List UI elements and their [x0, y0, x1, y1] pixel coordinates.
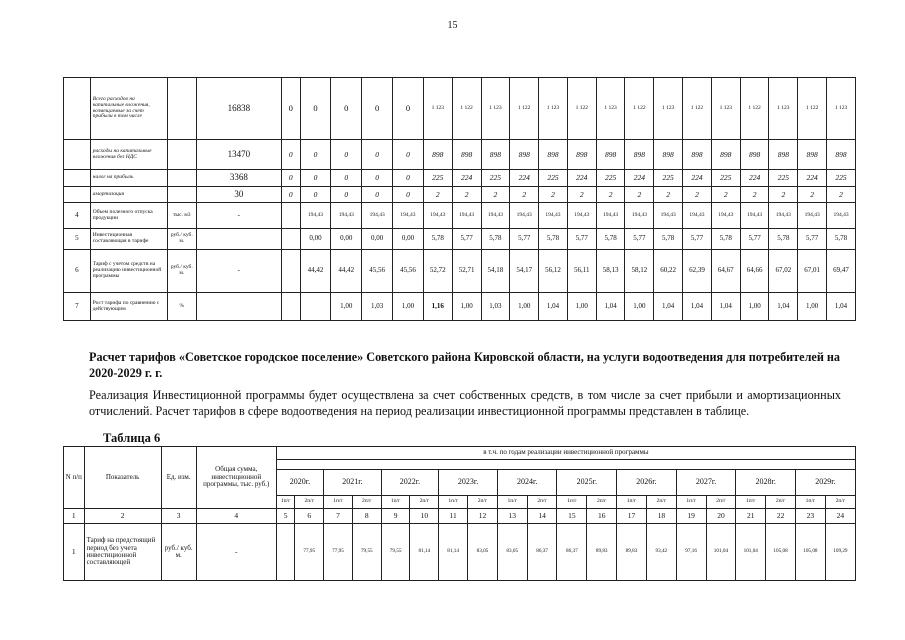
row-total: 13470	[196, 140, 281, 170]
value-cell: 898	[596, 140, 625, 170]
value-cell: 101,04	[736, 524, 766, 581]
value-cell: 69,47	[827, 250, 856, 293]
value-cell: 5,77	[452, 229, 481, 250]
value-cell: 194,43	[567, 203, 596, 229]
value-cell: 52,71	[452, 250, 481, 293]
value-cell: 0	[393, 170, 424, 187]
value-cell: 5,77	[740, 229, 769, 250]
value-cell: 194,43	[654, 203, 683, 229]
value-cell: 5,78	[827, 229, 856, 250]
value-cell: 225	[596, 170, 625, 187]
value-cell: 52,72	[423, 250, 452, 293]
value-cell: 1 123	[423, 78, 452, 140]
column-number: 6	[295, 509, 324, 524]
value-cell: 1,04	[654, 293, 683, 321]
value-cell: 194,43	[625, 203, 654, 229]
row-number: 6	[64, 250, 91, 293]
value-cell: 83,05	[468, 524, 498, 581]
column-number: 7	[324, 509, 353, 524]
value-cell: 2	[567, 187, 596, 203]
table-row	[64, 250, 856, 293]
value-cell: 60,22	[654, 250, 683, 293]
value-cell: 194,43	[740, 203, 769, 229]
value-cell: 44,42	[331, 250, 362, 293]
row-number	[64, 78, 91, 140]
column-number: 18	[646, 509, 676, 524]
value-cell: 1 123	[827, 78, 856, 140]
value-cell: 0	[300, 170, 331, 187]
value-cell: 224	[798, 170, 827, 187]
value-cell: 0	[393, 187, 424, 203]
value-cell: 224	[740, 170, 769, 187]
value-cell: 1,04	[769, 293, 798, 321]
value-cell: 194,43	[423, 203, 452, 229]
value-cell: 5,78	[596, 229, 625, 250]
half-year-1: 1п/г	[557, 496, 587, 509]
value-cell: 2	[827, 187, 856, 203]
year-header: 2025г.	[557, 470, 617, 496]
row-unit	[167, 187, 196, 203]
row-number	[64, 170, 91, 187]
value-cell: 79,55	[352, 524, 381, 581]
value-cell: 224	[452, 170, 481, 187]
value-cell: 5,77	[625, 229, 654, 250]
value-cell	[282, 229, 301, 250]
value-cell: 54,17	[510, 250, 539, 293]
value-cell: 194,43	[769, 203, 798, 229]
value-cell: 1 123	[481, 78, 510, 140]
value-cell: 5,77	[567, 229, 596, 250]
value-cell: 64,67	[711, 250, 740, 293]
value-cell: 194,43	[683, 203, 712, 229]
value-cell: 0	[300, 140, 331, 170]
value-cell: 1,00	[798, 293, 827, 321]
year-header: 2028г.	[736, 470, 796, 496]
value-cell: 1 123	[596, 78, 625, 140]
value-cell: 109,29	[825, 524, 855, 581]
value-cell: 0,00	[393, 229, 424, 250]
row-unit: тыс. м3	[167, 203, 196, 229]
value-cell: 5,78	[654, 229, 683, 250]
value-cell: 1 123	[711, 78, 740, 140]
half-year-1: 1п/г	[795, 496, 825, 509]
row-unit	[167, 140, 196, 170]
value-cell	[282, 293, 301, 321]
value-cell: 44,42	[300, 250, 331, 293]
value-cell: 45,56	[393, 250, 424, 293]
row-label: налог на прибыль	[90, 170, 167, 187]
value-cell	[300, 293, 331, 321]
tariff-table	[63, 446, 856, 581]
column-number: 1	[64, 509, 85, 524]
table-row	[64, 203, 856, 229]
value-cell: 225	[769, 170, 798, 187]
value-cell: 58,13	[596, 250, 625, 293]
table-row	[64, 78, 856, 140]
value-cell: 194,43	[362, 203, 393, 229]
half-year-2: 2п/г	[646, 496, 676, 509]
section-heading: Расчет тарифов «Советское городское поселение» Советского района Кировской области, на услуги водоотведения для потребителей на 2020-2029 г. г.	[89, 350, 841, 380]
year-header: 2024г.	[497, 470, 557, 496]
half-year-2: 2п/г	[410, 496, 439, 509]
half-year-2: 2п/г	[295, 496, 324, 509]
value-cell: 0	[362, 170, 393, 187]
half-year-2: 2п/г	[352, 496, 381, 509]
investment-table-continuation	[63, 77, 856, 321]
row-total: -	[196, 250, 281, 293]
column-number: 16	[587, 509, 617, 524]
value-cell: 0	[282, 187, 301, 203]
value-cell: 898	[567, 140, 596, 170]
value-cell: 224	[625, 170, 654, 187]
value-cell: 0,00	[362, 229, 393, 250]
value-cell: 0	[331, 140, 362, 170]
value-cell: 97,16	[676, 524, 706, 581]
row-unit: руб./ куб. м.	[161, 524, 196, 581]
year-header: 2021г.	[324, 470, 382, 496]
column-number: 11	[439, 509, 468, 524]
header-no: N п/п	[64, 447, 85, 509]
value-cell: 225	[481, 170, 510, 187]
year-header: 2029г.	[795, 470, 855, 496]
row-label: Рост тарифа по сравнению с действующим	[90, 293, 167, 321]
value-cell: 2	[769, 187, 798, 203]
row-number: 4	[64, 203, 91, 229]
half-year-1: 1п/г	[497, 496, 527, 509]
row-number	[64, 140, 91, 170]
table-row	[64, 293, 856, 321]
column-number: 20	[706, 509, 736, 524]
row-total	[196, 293, 281, 321]
row-label: амортизация	[90, 187, 167, 203]
year-header: 2020г.	[276, 470, 323, 496]
value-cell: 5,78	[423, 229, 452, 250]
row-number: 1	[64, 524, 85, 581]
row-total: 30	[196, 187, 281, 203]
value-cell: 194,43	[539, 203, 568, 229]
value-cell: 2	[683, 187, 712, 203]
value-cell: 0,00	[331, 229, 362, 250]
value-cell: 54,18	[481, 250, 510, 293]
value-cell: 1 122	[625, 78, 654, 140]
value-cell: 898	[510, 140, 539, 170]
column-number: 13	[497, 509, 527, 524]
value-cell: 101,04	[706, 524, 736, 581]
value-cell: 89,83	[587, 524, 617, 581]
value-cell	[282, 203, 301, 229]
value-cell: 898	[654, 140, 683, 170]
value-cell: 225	[539, 170, 568, 187]
value-cell: 225	[827, 170, 856, 187]
row-unit	[167, 170, 196, 187]
value-cell: 2	[510, 187, 539, 203]
body-paragraph: Реализация Инвестиционной программы будет осуществлена за счет собственных средств, в том числе за счет прибыли и амортизационных отчислений. Расчет тарифов в сфере водоотведения на период реализации инвестиционной программы представлен в таблице.	[89, 388, 841, 418]
header-indicator: Показатель	[84, 447, 161, 509]
value-cell: 0	[393, 78, 424, 140]
value-cell: 1,00	[567, 293, 596, 321]
value-cell: 194,43	[827, 203, 856, 229]
row-number: 5	[64, 229, 91, 250]
value-cell: 225	[423, 170, 452, 187]
year-header: 2026г.	[617, 470, 677, 496]
page-number: 15	[447, 20, 458, 31]
column-number: 15	[557, 509, 587, 524]
value-cell: 1,04	[711, 293, 740, 321]
value-cell: 81,14	[439, 524, 468, 581]
value-cell: 0	[300, 78, 331, 140]
year-header: 2023г.	[439, 470, 498, 496]
value-cell: 1 123	[539, 78, 568, 140]
value-cell: 1 122	[798, 78, 827, 140]
value-cell: 2	[798, 187, 827, 203]
column-number: 4	[196, 509, 276, 524]
value-cell: 194,43	[300, 203, 331, 229]
value-cell: 1,00	[393, 293, 424, 321]
value-cell: 898	[539, 140, 568, 170]
row-label: Инвестиционная составляющая в тарифе	[90, 229, 167, 250]
value-cell: 194,43	[452, 203, 481, 229]
value-cell: 79,55	[381, 524, 410, 581]
value-cell: 898	[683, 140, 712, 170]
value-cell: 194,43	[481, 203, 510, 229]
value-cell: 45,56	[362, 250, 393, 293]
value-cell: 2	[423, 187, 452, 203]
value-cell: 898	[798, 140, 827, 170]
value-cell: 56,12	[539, 250, 568, 293]
value-cell: 1 123	[654, 78, 683, 140]
value-cell: 0	[300, 187, 331, 203]
row-total	[196, 229, 281, 250]
value-cell: 1,00	[740, 293, 769, 321]
column-number: 8	[352, 509, 381, 524]
value-cell: 1,04	[827, 293, 856, 321]
value-cell: 0	[331, 78, 362, 140]
value-cell: 194,43	[596, 203, 625, 229]
table-row	[64, 187, 856, 203]
half-year-2: 2п/г	[468, 496, 498, 509]
value-cell: 62,39	[683, 250, 712, 293]
value-cell: 0	[362, 78, 393, 140]
column-number: 19	[676, 509, 706, 524]
value-cell: 2	[596, 187, 625, 203]
row-label: Всего расходов на капитальные вложения, возмещаемые за счет прибыли в том числе	[90, 78, 167, 140]
value-cell: 0,00	[300, 229, 331, 250]
value-cell: 1 122	[510, 78, 539, 140]
half-year-1: 1п/г	[324, 496, 353, 509]
value-cell: 86,37	[557, 524, 587, 581]
value-cell: 5,77	[683, 229, 712, 250]
value-cell: 224	[510, 170, 539, 187]
value-cell: 5,78	[481, 229, 510, 250]
value-cell: 1,00	[331, 293, 362, 321]
value-cell: 0	[282, 170, 301, 187]
value-cell: 77,95	[324, 524, 353, 581]
value-cell: 194,43	[393, 203, 424, 229]
value-cell: 58,12	[625, 250, 654, 293]
column-number: 24	[825, 509, 855, 524]
column-number: 2	[84, 509, 161, 524]
row-total: 3368	[196, 170, 281, 187]
column-number: 17	[617, 509, 647, 524]
table-row	[64, 140, 856, 170]
value-cell: 194,43	[331, 203, 362, 229]
value-cell: 225	[711, 170, 740, 187]
value-cell: 1 122	[452, 78, 481, 140]
value-cell: 0	[362, 140, 393, 170]
column-number: 12	[468, 509, 498, 524]
value-cell: 898	[827, 140, 856, 170]
value-cell: 1,04	[683, 293, 712, 321]
row-unit: руб./ куб. м.	[167, 229, 196, 250]
value-cell: 89,83	[617, 524, 647, 581]
column-number: 5	[276, 509, 295, 524]
value-cell: 1 122	[683, 78, 712, 140]
half-year-1: 1п/г	[276, 496, 295, 509]
value-cell: 1,00	[510, 293, 539, 321]
column-number: 9	[381, 509, 410, 524]
value-cell: 105,08	[795, 524, 825, 581]
value-cell: 898	[452, 140, 481, 170]
value-cell	[282, 250, 301, 293]
value-cell: 1,03	[362, 293, 393, 321]
value-cell: 81,14	[410, 524, 439, 581]
value-cell: 2	[740, 187, 769, 203]
half-year-1: 1п/г	[439, 496, 468, 509]
half-year-2: 2п/г	[706, 496, 736, 509]
value-cell: 1,03	[481, 293, 510, 321]
value-cell: 898	[625, 140, 654, 170]
header-by-years: в т.ч. по годам реализации инвестиционной программы	[276, 447, 855, 460]
header-spacer	[276, 460, 855, 470]
row-unit: руб./ куб. м.	[167, 250, 196, 293]
table-row	[64, 229, 856, 250]
column-number: 14	[527, 509, 557, 524]
column-number: 23	[795, 509, 825, 524]
value-cell: 1,04	[596, 293, 625, 321]
row-label: Тариф с учетом средств на реализацию инвестиционной программы	[90, 250, 167, 293]
value-cell: 225	[654, 170, 683, 187]
value-cell: 1,00	[625, 293, 654, 321]
year-header: 2027г.	[676, 470, 736, 496]
value-cell: 194,43	[510, 203, 539, 229]
value-cell: 56,11	[567, 250, 596, 293]
value-cell: 194,43	[711, 203, 740, 229]
year-header: 2022г.	[381, 470, 439, 496]
column-number: 21	[736, 509, 766, 524]
value-cell: 898	[740, 140, 769, 170]
half-year-2: 2п/г	[825, 496, 855, 509]
value-cell: 194,43	[798, 203, 827, 229]
value-cell: 5,77	[510, 229, 539, 250]
header-unit: Ед. изм.	[161, 447, 196, 509]
value-cell: 1 123	[769, 78, 798, 140]
value-cell: 105,08	[766, 524, 796, 581]
value-cell: 224	[567, 170, 596, 187]
value-cell: 5,78	[769, 229, 798, 250]
value-cell: 898	[423, 140, 452, 170]
value-cell: 2	[625, 187, 654, 203]
value-cell: 1,16	[423, 293, 452, 321]
table-row	[64, 170, 856, 187]
row-label: Тариф на предстоящий период без учета инвестиционной составляющей	[84, 524, 161, 581]
row-total: -	[196, 524, 276, 581]
value-cell: 0	[331, 187, 362, 203]
half-year-1: 1п/г	[617, 496, 647, 509]
value-cell: 2	[711, 187, 740, 203]
row-number: 7	[64, 293, 91, 321]
value-cell: 0	[362, 187, 393, 203]
value-cell: 0	[393, 140, 424, 170]
column-number: 22	[766, 509, 796, 524]
value-cell: 898	[481, 140, 510, 170]
row-unit	[167, 78, 196, 140]
value-cell: 83,05	[497, 524, 527, 581]
value-cell: 67,02	[769, 250, 798, 293]
value-cell: 2	[452, 187, 481, 203]
value-cell: 5,78	[539, 229, 568, 250]
value-cell: 1,00	[452, 293, 481, 321]
header-total: Общая сумма, инвестиционной программы, тыс. руб.)	[196, 447, 276, 509]
value-cell: 2	[654, 187, 683, 203]
value-cell: 93,42	[646, 524, 676, 581]
row-total: -	[196, 203, 281, 229]
value-cell: 0	[331, 170, 362, 187]
value-cell	[276, 524, 295, 581]
table-title: Таблица 6	[103, 431, 161, 445]
row-label: Объем полезного отпуска продукции	[90, 203, 167, 229]
half-year-1: 1п/г	[736, 496, 766, 509]
row-number	[64, 187, 91, 203]
value-cell: 898	[711, 140, 740, 170]
value-cell: 1 122	[567, 78, 596, 140]
value-cell: 5,77	[798, 229, 827, 250]
value-cell: 5,78	[711, 229, 740, 250]
half-year-2: 2п/г	[587, 496, 617, 509]
value-cell: 86,37	[527, 524, 557, 581]
value-cell: 0	[282, 140, 301, 170]
value-cell: 1,04	[539, 293, 568, 321]
row-total: 16838	[196, 78, 281, 140]
half-year-1: 1п/г	[676, 496, 706, 509]
half-year-2: 2п/г	[766, 496, 796, 509]
value-cell: 0	[282, 78, 301, 140]
row-unit: %	[167, 293, 196, 321]
value-cell: 67,01	[798, 250, 827, 293]
column-number: 3	[161, 509, 196, 524]
value-cell: 224	[683, 170, 712, 187]
value-cell: 1 122	[740, 78, 769, 140]
row-label: расходы на капитальные вложения без НДС	[90, 140, 167, 170]
value-cell: 898	[769, 140, 798, 170]
value-cell: 77,95	[295, 524, 324, 581]
value-cell: 64,66	[740, 250, 769, 293]
value-cell: 2	[539, 187, 568, 203]
column-number: 10	[410, 509, 439, 524]
value-cell: 2	[481, 187, 510, 203]
half-year-2: 2п/г	[527, 496, 557, 509]
half-year-1: 1п/г	[381, 496, 410, 509]
